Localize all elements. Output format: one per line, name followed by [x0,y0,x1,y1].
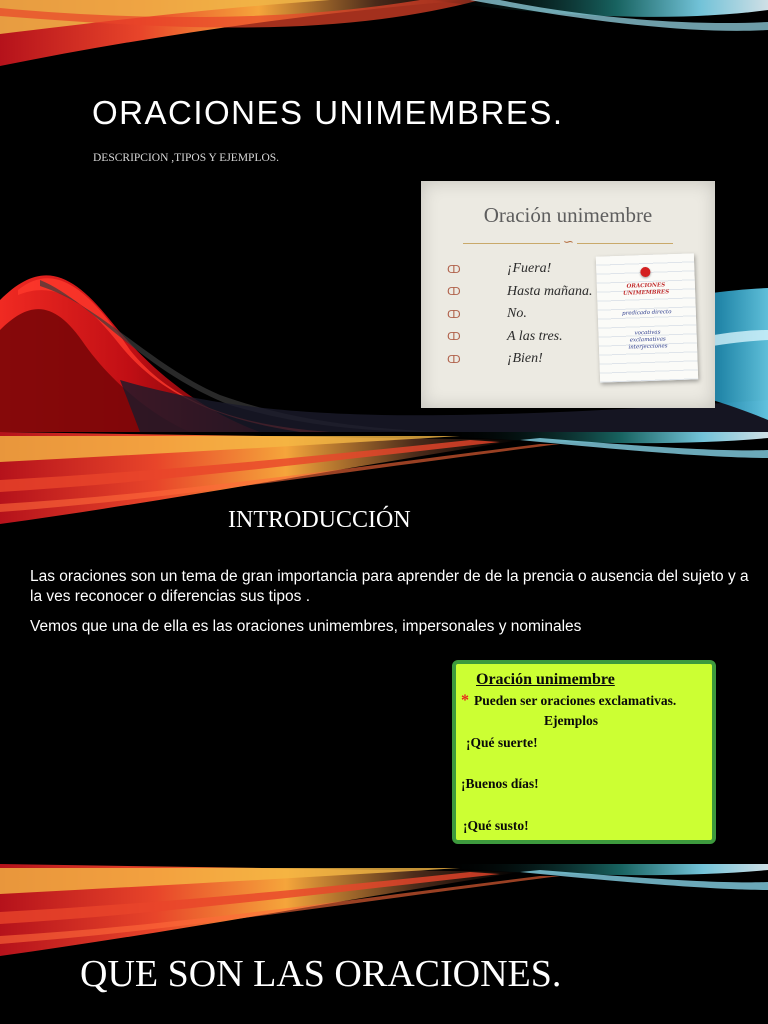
note-line: interjecciones [628,343,668,351]
list-item [447,326,593,349]
intro-paragraph: Las oraciones son un tema de gran importancia para aprender de de la prencia o ausencia del sujeto y a la ves reconocer o diferencias sus tipos . [30,568,749,605]
list-item [447,303,593,326]
example-list [447,258,593,371]
pinned-note [596,253,698,382]
card-description: Pueden ser oraciones exclamativas. [474,693,677,708]
card-title: Oración unimembre [476,671,615,688]
list-item [447,348,593,371]
pushpin-icon [640,267,650,277]
note-line: UNIMEMBRES [622,289,670,297]
example-text: ¡Buenos días! [461,776,539,791]
slide-2 [0,432,768,864]
example-text: Hasta mañana. [507,283,593,299]
card-title: Oración unimembre [483,203,653,227]
bullet-icon: ↀ [447,263,461,276]
ornament-icon: ∽ [560,234,577,250]
note-line: predicado directo [622,309,672,317]
oracion-unimembre-image-card [421,181,715,408]
intro-paragraph: Vemos que una de ella es las oraciones unimembres, impersonales y nominales [30,618,582,635]
slide-title: QUE SON LAS ORACIONES. [80,953,562,995]
note-line: ORACIONES [626,282,666,290]
oracion-unimembre-example-card [452,660,716,844]
bullet-icon: ↀ [447,308,461,321]
slide-1 [0,0,768,432]
example-text: A las tres. [507,328,563,344]
slide-3-swoosh-background [0,864,768,964]
list-item [447,258,593,281]
slide-title: ORACIONES UNIMEMBRES. [92,94,564,131]
example-text: ¡Bien! [507,351,543,367]
example-text: ¡Fuera! [507,261,552,277]
bullet-icon: ↀ [447,286,461,299]
asterisk-icon: * [461,692,469,709]
example-text: ¡Qué suerte! [466,735,538,750]
slide-3 [0,864,768,1024]
note-line: exclamativas [629,336,666,344]
list-item [447,281,593,304]
example-text: ¡Qué susto! [463,818,529,833]
bullet-icon: ↀ [447,353,461,366]
bullet-icon: ↀ [447,331,461,344]
section-heading: INTRODUCCIÓN [228,507,411,533]
note-line: vocativas [634,329,661,337]
slide-subtitle: DESCRIPCION ,TIPOS Y EJEMPLOS. [93,152,280,164]
example-text: No. [507,306,527,322]
examples-label: Ejemplos [544,713,598,728]
